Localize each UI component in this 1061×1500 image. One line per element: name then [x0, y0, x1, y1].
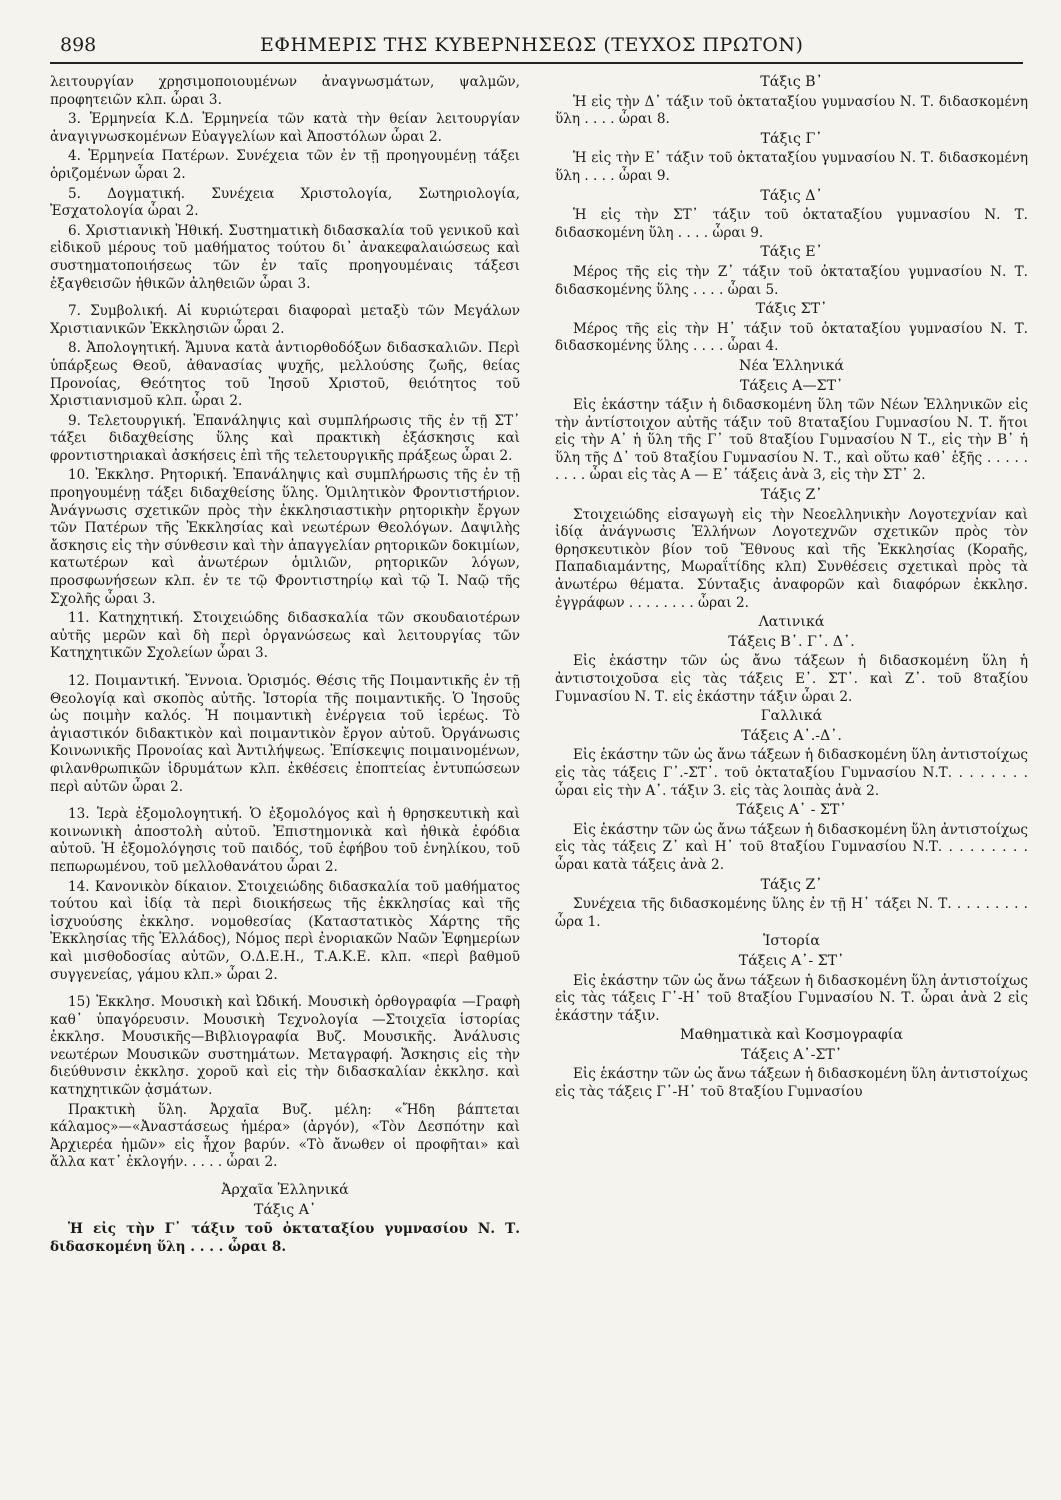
section-heading: Νέα Ἑλληνικά — [739, 357, 844, 374]
paragraph: Ἡ εἰς τὴν Ε᾽ τάξιν τοῦ ὀκταταξίου γυμνασίου Ν. Τ. διδασκομένη ὕλη . . . . ὧραι 9. — [555, 150, 1028, 184]
section-heading: Τάξεις Α᾽ - ΣΤ᾽ — [736, 802, 847, 819]
section-heading: Γαλλικά — [760, 708, 823, 725]
section-subheading: Τάξις Α᾽ — [253, 1201, 317, 1218]
paragraph: 6. Χριστιανικὴ Ἠθική. Συστηματικὴ διδασκαλία τοῦ γενικοῦ καὶ εἰδικοῦ μέρους τοῦ μαθήματος τούτου δι᾽ ἀνακεφαλαιώσεως καὶ συστηματοποιήσεως τῶν ἐν ταῖς προηγουμέναις τάξεσι ἐξαγθεισῶν ἠθικῶν ἀληθειῶν ὧραι 3. — [50, 222, 520, 292]
paragraph: Ἡ εἰς τὴν Γ᾽ τάξιν τοῦ ὀκταταξίου γυμνασίου Ν. Τ. διδασκομένη ὕλη . . . . ὧραι 8. — [50, 1221, 520, 1255]
section-heading: Τάξις Δ᾽ — [760, 187, 823, 204]
page-number: 898 — [60, 34, 97, 56]
paragraph: 9. Τελετουργική. Ἐπανάληψις καὶ συμπλήρωσις τῆς ἐν τῇ ΣΤ᾽ τάξει διδαχθείσης ὕλης καὶ πρακτικὴ ἐξάσκησις καὶ φροντιστηριακαὶ ἀσκήσεις ἐπὶ τῆς τελετουργικῆς πράξεως ὧραι 2. — [50, 412, 520, 464]
paragraph: 14. Κανονικὸν δίκαιον. Στοιχειώδης διδασκαλία τοῦ μαθήματος τούτου καὶ ἰδίᾳ τὰ περὶ διοικήσεως τῆς ἐκκλησίας καὶ τῆς ἰσχυούσης ἐκκλησ. νομοθεσίας (Καταστατικὸς Χάρτης τῆς Ἐκκλησίας τῆς Ἑλλάδος), Νόμος περὶ ἐνοριακῶν Ναῶν Ἐφημερίων καὶ μισθοδοσίας αὐτῶν, Ο.Δ.Ε.Η., Τ.Α.Κ.Ε. κλπ. «περὶ βαθμοῦ συγγενείας, γάμου κλπ.» ὧραι 2. — [50, 878, 520, 983]
paragraph: Μέρος τῆς εἰς τὴν Ζ᾽ τάξιν τοῦ ὀκταταξίου γυμνασίου Ν. Τ. διδασκομένης ὕλης . . . . ὧραι 5. — [555, 263, 1028, 298]
paragraph: Πρακτικὴ ὕλη. Ἀρχαῖα Βυζ. μέλη: «Ἤδη βάπτεται κάλαμος»—«Ἀναστάσεως ἡμέρα» (ἀργόν), «Τὸν Δεσπότην καὶ Ἀρχιερέα ἡμῶν» εἰς ἦχον βαρύν. «Τὸ ἄνωθεν οἱ προφῆται» καὶ ἄλλα κατ᾽ ἐκλογήν. . . . . ὧραι 2. — [50, 1101, 520, 1171]
paragraph: Μέρος τῆς εἰς τὴν Η᾽ τάξιν τοῦ ὀκταταξίου γυμνασίου Ν. Τ. διδασκομένης ὕλης . . . . ὧραι 4. — [555, 320, 1028, 355]
section-subheading: Τάξεις Α᾽.-Δ᾽. — [741, 727, 842, 744]
section-heading: Τάξις Ζ᾽ — [760, 876, 823, 893]
paragraph: 12. Ποιμαντική. Ἔννοια. Ὁρισμός. Θέσις τῆς Ποιμαντικῆς ἐν τῇ Θεολογίᾳ καὶ σκοπὸς αὐτῆς. Ἱστορία τῆς ποιμαντικῆς. Ὁ Ἰησοῦς ὡς ποιμὴν καλός. Ἡ ποιμαντικὴ ἐνέργεια τοῦ ἱερέως. Τὸ ἁγιαστικόν διδακτικὸν καὶ ποιμαντικὸν ἔργον αὐτοῦ. Ὀργάνωσις Κοινωνικῆς Προνοίας καὶ Ἀντιλήψεως. Ἐπίσκεψις ποιμαινομένων, φιλανθρωπικῶν ἱδρυμάτων κλπ. ἐκθέσεις ἐποπτείας ἐντυπώσεων περὶ αὐτῶν ὧραι 2. — [50, 673, 520, 795]
section-heading: Τάξις Ζ᾽ — [760, 487, 823, 504]
section-subheading: Τάξεις Α᾽-ΣΤ᾽ — [741, 1046, 842, 1063]
section-heading: Μαθηματικὰ καὶ Κοσμογραφία — [680, 1027, 903, 1044]
section-heading: Τάξις ΣΤ᾽ — [755, 301, 828, 318]
paragraph: 8. Ἀπολογητική. Ἄμυνα κατὰ ἀντιορθοδόξων διδασκαλιῶν. Περὶ ὑπάρξεως Θεοῦ, ἀθανασίας ψυχῆς, μελλούσης ζωῆς, θείας Προνοίας, Θεότητος τοῦ Ἰησοῦ Χριστοῦ, θειότητος τοῦ Χριστιανισμοῦ κλπ. ὧραι 2. — [50, 340, 520, 410]
section-heading-ancient-greek: Ἀρχαῖα Ἑλληνικά — [221, 1182, 349, 1199]
paragraph: Εἰς ἑκάστην τῶν ὡς ἄνω τάξεων ἡ διδασκομένη ὕλη ἀντιστοίχως εἰς τὰς τάξεις Γ᾽-Η᾽ τοῦ 8ταξίου Γυμνασίου Ν. Τ. ὧραι ἀνὰ 2 εἰς ἑκάστην τάξιν. — [555, 972, 1028, 1024]
paragraph: 7. Συμβολική. Αἱ κυριώτεραι διαφοραὶ μεταξὺ τῶν Μεγάλων Χριστιανικῶν Ἐκκλησιῶν ὧραι 2. — [50, 303, 520, 337]
paragraph: 13. Ἱερὰ ἐξομολογητική. Ὁ ἐξομολόγος καὶ ἡ θρησκευτικὴ καὶ κοινωνικὴ ἀποστολὴ αὐτοῦ. Ἐπιστημονικὰ καὶ ἠθικὰ ἐφόδια αὐτοῦ. Ἡ ἐξομολόγησις τοῦ παιδός, τοῦ ἐφήβου τοῦ ἐνηλίκου, τοῦ πεπωρωμένου, τοῦ μελλοθανάτου ὧραι 2. — [50, 806, 520, 875]
section-heading: Τάξις Γ᾽ — [760, 130, 823, 147]
section-subheading: Τάξεις Α—ΣΤ᾽ — [739, 377, 844, 394]
section-subheading: Τάξεις Β᾽. Γ᾽. Δ᾽. — [728, 633, 855, 650]
paragraph: Εἰς ἑκάστην τῶν ὡς ἄνω τάξεων ἡ διδασκομένη ὕλη ἡ ἀντιστοιχοῦσα εἰς τὰς τάξεις Ε᾽. ΣΤ᾽. καὶ Ζ᾽. τοῦ 8ταξίου Γυμνασίου Ν. Τ. εἰς ἑκάστην τάξιν ὧραι 2. — [555, 653, 1028, 705]
paragraph: 10. Ἐκκλησ. Ρητορική. Ἐπανάληψις καὶ συμπλήρωσις τῆς ἐν τῇ προηγουμένῃ τάξει διδαχθείσης ὕλης. Ὁμιλητικὸν Φροντιστήριον. Ἀνάγνωσις σχετικῶν πρὸς τὴν ἐκκλησιαστικὴν ρητορικὴν ἔργων τῶν Πατέρων τῆς Ἐκκλησίας καὶ νεωτέρων Θεολόγων. Δαψιλὴς ἄσκησις εἰς τὴν σύνθεσιν καὶ τὴν ἀπαγγελίαν ρητορικῶν δοκιμίων, κατωτέρων καὶ ἀνωτέρων ὁμιλιῶν, ρητορικῶν λόγων, προσφωνήσεων κλπ. ἐν τε τῷ Φροντιστηρίῳ καὶ τῷ Ἱ. Ναῷ τῆς Σχολῆς ὧραι 3. — [50, 467, 520, 607]
paragraph: 3. Ἑρμηνεία Κ.Δ. Ἑρμηνεία τῶν κατὰ τὴν θείαν λειτουργίαν ἀναγιγνωσκομένων Εὐαγγελίων καὶ Ἀποστόλων ὧραι 2. — [50, 111, 520, 145]
paragraph: 4. Ἑρμηνεία Πατέρων. Συνέχεια τῶν ἐν τῇ προηγουμένῃ τάξει ὁριζομένων ὧραι 2. — [50, 148, 520, 182]
paragraph: Ἡ εἰς τὴν Δ᾽ τάξιν τοῦ ὀκταταξίου γυμνασίου Ν. Τ. διδασκομένη ὕλη . . . . ὧραι 8. — [555, 93, 1028, 128]
section-heading: Ἱστορία — [763, 933, 820, 950]
section-heading: Τάξις Β᾽ — [760, 74, 823, 90]
paragraph: Εἰς ἑκάστην τῶν ὡς ἄνω τάξεων ἡ διδασκομένη ὕλη ἀντιστοίχως εἰς τὰς τάξεις Ζ᾽ καὶ Η᾽ τοῦ 8ταξίου Γυμνασίου Ν.Τ. . . . . . . . . ὧραι κατὰ τάξεις ἀνὰ 2. — [555, 821, 1028, 873]
left-column — [50, 74, 520, 1258]
section-heading: Τάξις Ε᾽ — [760, 244, 823, 261]
paragraph: 15) Ἐκκλησ. Μουσικὴ καὶ Ὠδική. Μουσικὴ ὀρθογραφία —Γραφὴ καθ᾽ ὑπαγόρευσιν. Μουσικὴ Τεχνολογία —Στοιχεῖα ἱστορίας ἐκκλησ. Μουσικῆς—Βιβλιογραφία Βυζ. Μουσικῆς. Ἀνάλυσις νεωτέρων Μουσικῶν συστημάτων. Μεταγραφή. Ἄσκησις εἰς τὴν διεύθυνσιν ἐκκλησ. χοροῦ καὶ εἰς τὴν διδασκαλίαν ἐκκλησ. καὶ κατηχητικῶν ᾀσμάτων. — [50, 994, 520, 1099]
paragraph: Ἡ εἰς τὴν ΣΤ᾽ τάξιν τοῦ ὀκταταξίου γυμνασίου Ν. Τ. διδασκομένη ὕλη . . . . ὧραι 9. — [555, 207, 1028, 241]
paragraph: λειτουργίαν χρησιμοποιουμένων ἀναγνωσμάτων, ψαλμῶν, προφητειῶν κλπ. ὧραι 3. — [50, 74, 520, 108]
paragraph: Εἰς ἑκάστην τάξιν ἡ διδασκομένη ὕλη τῶν Νέων Ἑλληνικῶν εἰς τὴν ἀντίστοιχον αὐτῆς τάξιν τοῦ 8ταταξίου Γυμνασίου Ν. Τ. ἤτοι εἰς τὴν Α᾽ ἡ ὕλη τῆς Γ᾽ τοῦ 8ταξίου Γυμνασίου Ν Τ., εἰς τὴν Β᾽ ἡ ὕλη τῆς Δ᾽ τοῦ 8ταξίου Γυμνασίου Ν. Τ., καὶ οὕτω καθ᾽ ἑξῆς . . . . . . . . . ὧραι εἰς τὰς Α — Ε᾽ τάξεις ἀνὰ 3, εἰς τὴν ΣΤ᾽ 2. — [555, 397, 1028, 484]
right-column — [555, 74, 1028, 1104]
paragraph: 11. Κατηχητική. Στοιχειώδης διδασκαλία τῶν σκουδαιοτέρων αὐτῆς μερῶν καὶ δὴ περὶ ὀργανώσεως καὶ λειτουργίας τῶν Κατηχητικῶν Σχολείων ὧραι 3. — [50, 610, 520, 662]
section-subheading: Τάξεις Α᾽- ΣΤ᾽ — [738, 952, 845, 969]
paragraph: 5. Δογματική. Συνέχεια Χριστολογία, Σωτηριολογία, Ἐσχατολογία ὧραι 2. — [50, 185, 520, 220]
section-heading: Λατινικά — [758, 614, 825, 631]
paragraph: Στοιχειώδης εἰσαγωγὴ εἰς τὴν Νεοελληνικὴν Λογοτεχνίαν καὶ ἰδίᾳ ἀνάγνωσις Ἑλλήνων Λογοτεχνῶν σχετικῶν πρὸς τὸν θρησκευτικὸν βίον τοῦ Ἔθνους καὶ τῆς Ἐκκλησίας (Κοραῆς, Παπαδιαμάντης, Μωραΐτίδης κλπ) Συνθέσεις σχετικαὶ πρὸς τὰ ἀνωτέρω θέματα. Σύνταξις ἀναφορῶν καὶ διαφόρων ἐκκλησ. ἐγγράφων . . . . . . . . ὧραι 2. — [555, 506, 1028, 611]
journal-title: ΕΦΗΜΕΡΙΣ ΤΗΣ ΚΥΒΕΡΝΗΣΕΩΣ (ΤΕΥΧΟΣ ΠΡΩΤΟΝ) — [260, 34, 804, 56]
paragraph: Εἰς ἑκάστην τῶν ὡς ἄνω τάξεων ἡ διδασκομένη ὕλη ἀντιστοίχως εἰς τὰς τάξεις Γ᾽.-ΣΤ᾽. τοῦ ὀκταταξίου Γυμνασίου Ν.Τ. . . . . . . . ὧραι εἰς τὴν Α᾽. τάξιν 3. εἰς τὰς λοιπὰς ἀνὰ 2. — [555, 747, 1028, 799]
paragraph: Συνέχεια τῆς διδασκομένης ὕλης ἐν τῇ Η᾽ τάξει Ν. Τ. . . . . . . . . ὧρα 1. — [555, 896, 1028, 930]
paragraph: Εἰς ἑκάστην τῶν ὡς ἄνω τάξεων ἡ διδασκομένη ὕλη ἀντιστοίχως εἰς τὰς τάξεις Γ᾽-Η᾽ τοῦ 8ταξίου Γυμνασίου — [555, 1066, 1028, 1101]
page-header — [50, 28, 1023, 64]
